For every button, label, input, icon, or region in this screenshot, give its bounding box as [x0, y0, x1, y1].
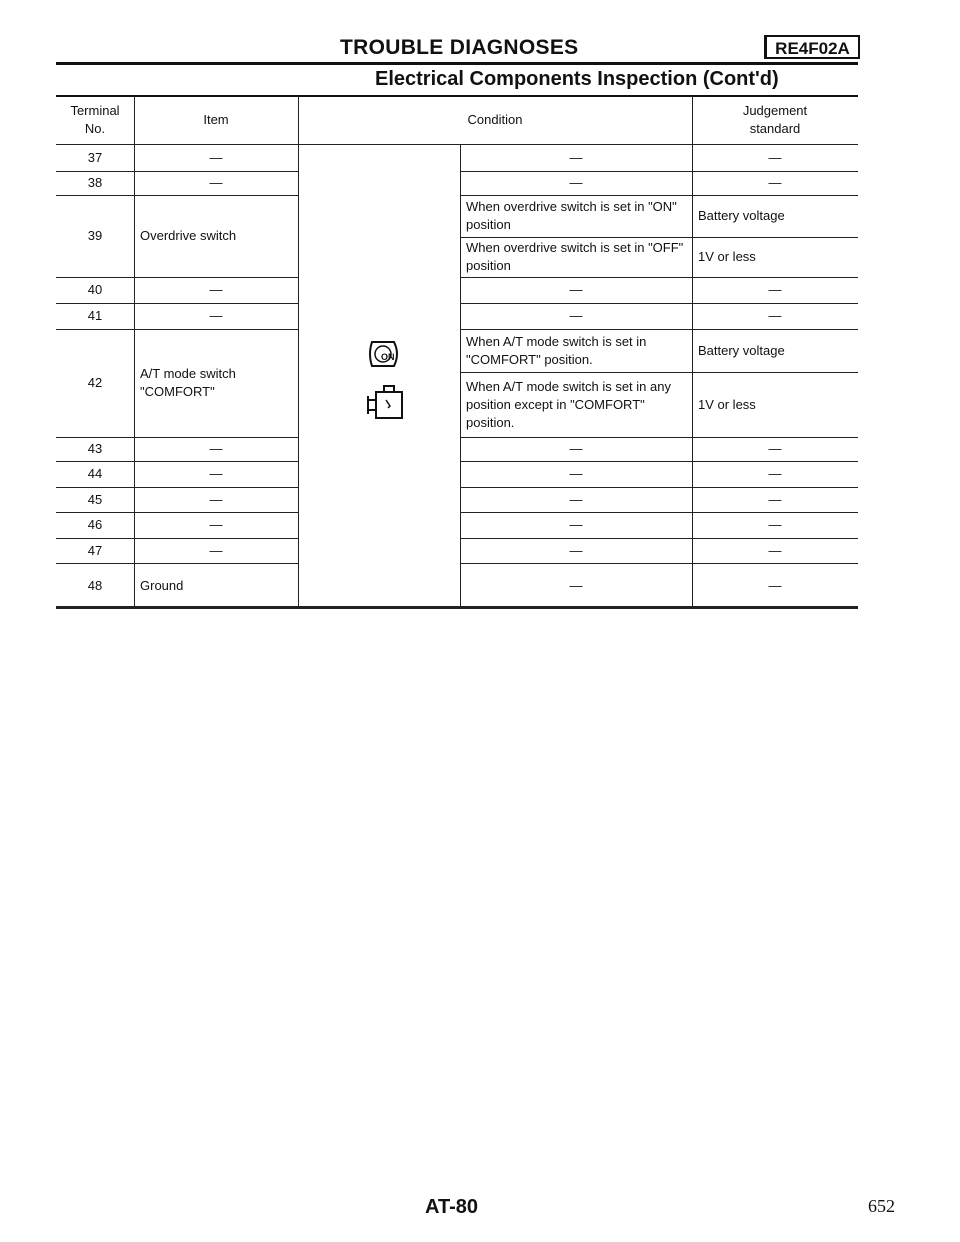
item-cell-text: — [209, 175, 223, 190]
terminal-cell [56, 144, 134, 171]
condition-cell [460, 329, 692, 372]
condition-cell [460, 144, 692, 171]
terminal-cell-text: 46 [87, 517, 103, 532]
condition-cell [460, 171, 692, 195]
item-cell-text: Overdrive switch [140, 228, 237, 243]
condition-split-rule [460, 237, 858, 238]
terminal-cell-text: 42 [87, 375, 103, 390]
item-cell-text: — [209, 491, 223, 507]
section-badge: RE4F02A [764, 35, 860, 59]
condition-cell-text: — [569, 466, 583, 481]
terminal-cell-text: 44 [87, 466, 103, 481]
judgement-cell-text: — [768, 441, 782, 456]
item-cell [134, 538, 298, 563]
page-label: AT-80 [425, 1196, 478, 1218]
judgement-cell [692, 329, 858, 372]
terminal-cell [56, 538, 134, 563]
condition-cell [460, 487, 692, 512]
judgement-cell [692, 372, 858, 437]
terminal-cell [56, 277, 134, 303]
judgement-cell [692, 171, 858, 195]
condition-cell [460, 512, 692, 538]
terminal-cell-text: 37 [87, 149, 103, 165]
terminal-cell [56, 195, 134, 277]
page-number: 652 [868, 1196, 895, 1216]
judgement-cell-text: — [768, 542, 782, 558]
terminal-cell [56, 303, 134, 329]
judgement-cell-text: 1V or less [698, 249, 756, 264]
terminal-cell-text: 39 [87, 228, 103, 243]
judgement-cell-text: — [768, 282, 782, 297]
judgement-cell [692, 195, 858, 237]
header-terminal-text: Terminal No. [70, 103, 120, 136]
header-item-text: Item [203, 112, 229, 127]
judgement-cell-text: — [768, 491, 782, 507]
condition-cell-text: — [569, 308, 583, 323]
terminal-cell-text: 45 [87, 491, 103, 507]
page-title: TROUBLE DIAGNOSES [340, 36, 579, 59]
condition-cell-text: — [569, 517, 583, 532]
terminal-cell-text: 40 [87, 282, 103, 297]
terminal-cell [56, 329, 134, 437]
item-cell [134, 563, 298, 608]
item-cell-text: — [209, 542, 223, 558]
terminal-cell [56, 461, 134, 487]
ignition-on-icon [364, 336, 404, 372]
terminal-cell [56, 437, 134, 461]
judgement-cell [692, 237, 858, 277]
divider-item [298, 96, 299, 608]
header-item [134, 96, 298, 144]
condition-cell [460, 237, 692, 277]
condition-cell [460, 538, 692, 563]
item-cell [134, 487, 298, 512]
terminal-cell-text: 38 [87, 175, 103, 190]
item-cell-text: — [209, 517, 223, 532]
condition-split-rule [460, 372, 858, 373]
terminal-cell-text: 41 [87, 308, 103, 323]
condition-cell [460, 461, 692, 487]
page-subtitle: Electrical Components Inspection (Cont'd) [375, 68, 779, 90]
judgement-cell-text: — [768, 466, 782, 481]
item-cell-text: Ground [140, 577, 184, 593]
item-cell-text: — [209, 149, 223, 165]
item-cell [134, 329, 298, 437]
condition-cell-text: — [569, 441, 583, 456]
condition-cell-text: — [569, 282, 583, 297]
svg-text:ON: ON [381, 352, 395, 362]
judgement-cell-text: 1V or less [698, 396, 756, 412]
judgement-cell [692, 512, 858, 538]
judgement-cell-text: — [768, 308, 782, 323]
judgement-cell-text: — [768, 175, 782, 190]
condition-cell-text: When A/T mode switch is set in any position except in "COMFORT" position. [466, 378, 671, 430]
item-cell-text: — [209, 466, 223, 481]
header-judgement [692, 96, 858, 144]
condition-cell [460, 563, 692, 608]
item-cell-text: — [209, 308, 223, 323]
item-cell [134, 195, 298, 277]
judgement-cell [692, 303, 858, 329]
judgement-cell-text: — [768, 517, 782, 532]
terminal-cell [56, 512, 134, 538]
item-cell-text: — [209, 441, 223, 456]
item-cell [134, 171, 298, 195]
condition-cell-text: — [569, 491, 583, 507]
item-cell-text: — [209, 282, 223, 297]
condition-cell-text: — [569, 175, 583, 190]
judgement-cell [692, 437, 858, 461]
item-cell [134, 461, 298, 487]
table-bottom-rule [56, 606, 858, 609]
item-cell [134, 303, 298, 329]
judgement-cell-text: — [768, 577, 782, 593]
item-cell [134, 144, 298, 171]
item-cell [134, 437, 298, 461]
condition-cell-text: — [569, 577, 583, 593]
terminal-cell [56, 487, 134, 512]
judgement-cell-text: — [768, 149, 782, 165]
condition-cell-text: — [569, 149, 583, 165]
judgement-cell-text: Battery voltage [698, 342, 785, 358]
header-terminal [56, 96, 134, 144]
judgement-cell-text: Battery voltage [698, 208, 785, 223]
condition-cell-text: When overdrive switch is set in "ON" position [466, 199, 677, 232]
judgement-cell [692, 144, 858, 171]
condition-cell [460, 303, 692, 329]
header-condition-text: Condition [467, 112, 523, 127]
condition-cell-text: — [569, 542, 583, 558]
judgement-cell [692, 487, 858, 512]
condition-cell [460, 372, 692, 437]
judgement-cell [692, 461, 858, 487]
header-condition [298, 96, 692, 144]
terminal-cell-text: 48 [87, 577, 103, 593]
item-cell [134, 277, 298, 303]
terminal-cell-text: 47 [87, 542, 103, 558]
header-judgement-text: Judgement standard [742, 103, 808, 136]
terminal-cell-text: 43 [87, 441, 103, 456]
item-cell-text: A/T mode switch "COMFORT" [140, 366, 236, 399]
judgement-cell [692, 277, 858, 303]
judgement-cell [692, 563, 858, 608]
terminal-cell [56, 171, 134, 195]
condition-cell-text: When overdrive switch is set in "OFF" position [466, 240, 684, 273]
engine-running-icon [364, 382, 408, 426]
condition-cell-text: When A/T mode switch is set in "COMFORT" position. [466, 333, 647, 367]
condition-cell [460, 195, 692, 237]
judgement-cell [692, 538, 858, 563]
terminal-cell [56, 563, 134, 608]
condition-cell [460, 277, 692, 303]
item-cell [134, 512, 298, 538]
condition-cell [460, 437, 692, 461]
